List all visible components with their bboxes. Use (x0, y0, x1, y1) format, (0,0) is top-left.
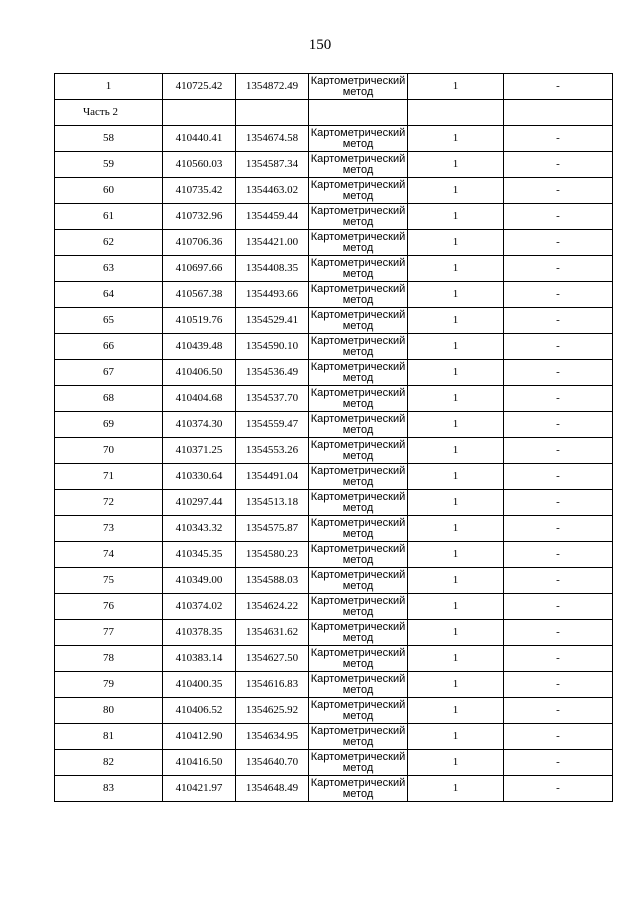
accuracy-cell: 1 (408, 568, 504, 594)
method-cell: Картометрический метод (309, 594, 408, 620)
accuracy-cell: 1 (408, 464, 504, 490)
y-coordinate-cell: 1354674.58 (236, 126, 309, 152)
x-coordinate-cell: 410406.52 (163, 698, 236, 724)
y-coordinate-cell: 1354648.49 (236, 776, 309, 802)
method-cell: Картометрический метод (309, 126, 408, 152)
point-number-cell: 71 (55, 464, 163, 490)
accuracy-cell: 1 (408, 282, 504, 308)
y-coordinate-cell: 1354872.49 (236, 74, 309, 100)
method-cell: Картометрический метод (309, 412, 408, 438)
y-coordinate-cell: 1354624.22 (236, 594, 309, 620)
y-coordinate-cell: 1354553.26 (236, 438, 309, 464)
table-row (55, 386, 613, 412)
x-coordinate-cell: 410519.76 (163, 308, 236, 334)
y-coordinate-cell: 1354408.35 (236, 256, 309, 282)
table-row (55, 412, 613, 438)
note-cell: - (504, 724, 613, 750)
table-row (55, 74, 613, 100)
table-row (55, 464, 613, 490)
point-number-cell: 82 (55, 750, 163, 776)
y-coordinate-cell: 1354491.04 (236, 464, 309, 490)
x-coordinate-cell: 410706.36 (163, 230, 236, 256)
x-coordinate-cell: 410297.44 (163, 490, 236, 516)
table-row (55, 230, 613, 256)
method-cell: Картометрический метод (309, 360, 408, 386)
table-row (55, 750, 613, 776)
note-cell: - (504, 438, 613, 464)
empty-cell (504, 100, 613, 126)
coordinates-table-body (55, 74, 613, 802)
note-cell: - (504, 490, 613, 516)
y-coordinate-cell: 1354493.66 (236, 282, 309, 308)
table-row (55, 438, 613, 464)
x-coordinate-cell: 410406.50 (163, 360, 236, 386)
accuracy-cell: 1 (408, 776, 504, 802)
method-cell: Картометрический метод (309, 464, 408, 490)
point-number-cell: 69 (55, 412, 163, 438)
method-cell: Картометрический метод (309, 204, 408, 230)
coordinates-table (54, 73, 613, 802)
method-cell: Картометрический метод (309, 724, 408, 750)
note-cell: - (504, 386, 613, 412)
note-cell: - (504, 750, 613, 776)
note-cell: - (504, 594, 613, 620)
table-row (55, 620, 613, 646)
note-cell: - (504, 360, 613, 386)
x-coordinate-cell: 410412.90 (163, 724, 236, 750)
method-cell: Картометрический метод (309, 776, 408, 802)
point-number-cell: 70 (55, 438, 163, 464)
x-coordinate-cell: 410440.41 (163, 126, 236, 152)
accuracy-cell: 1 (408, 672, 504, 698)
accuracy-cell: 1 (408, 750, 504, 776)
table-row (55, 698, 613, 724)
y-coordinate-cell: 1354588.03 (236, 568, 309, 594)
table-row (55, 776, 613, 802)
y-coordinate-cell: 1354575.87 (236, 516, 309, 542)
method-cell: Картометрический метод (309, 308, 408, 334)
note-cell: - (504, 542, 613, 568)
note-cell: - (504, 412, 613, 438)
point-number-cell: 72 (55, 490, 163, 516)
accuracy-cell: 1 (408, 256, 504, 282)
y-coordinate-cell: 1354459.44 (236, 204, 309, 230)
table-row (55, 672, 613, 698)
section-row (55, 100, 613, 126)
point-number-cell: 78 (55, 646, 163, 672)
point-number-cell: 60 (55, 178, 163, 204)
x-coordinate-cell: 410330.64 (163, 464, 236, 490)
x-coordinate-cell: 410421.97 (163, 776, 236, 802)
note-cell: - (504, 646, 613, 672)
empty-cell (236, 100, 309, 126)
x-coordinate-cell: 410378.35 (163, 620, 236, 646)
point-number-cell: 59 (55, 152, 163, 178)
accuracy-cell: 1 (408, 724, 504, 750)
table-row (55, 568, 613, 594)
x-coordinate-cell: 410371.25 (163, 438, 236, 464)
table-row (55, 490, 613, 516)
x-coordinate-cell: 410343.32 (163, 516, 236, 542)
note-cell: - (504, 152, 613, 178)
accuracy-cell: 1 (408, 542, 504, 568)
method-cell: Картометрический метод (309, 334, 408, 360)
accuracy-cell: 1 (408, 516, 504, 542)
y-coordinate-cell: 1354590.10 (236, 334, 309, 360)
y-coordinate-cell: 1354625.92 (236, 698, 309, 724)
method-cell: Картометрический метод (309, 178, 408, 204)
x-coordinate-cell: 410567.38 (163, 282, 236, 308)
method-cell: Картометрический метод (309, 568, 408, 594)
y-coordinate-cell: 1354421.00 (236, 230, 309, 256)
x-coordinate-cell: 410732.96 (163, 204, 236, 230)
page-number: 150 (308, 37, 332, 53)
note-cell: - (504, 256, 613, 282)
note-cell: - (504, 230, 613, 256)
note-cell: - (504, 516, 613, 542)
accuracy-cell: 1 (408, 438, 504, 464)
method-cell: Картометрический метод (309, 516, 408, 542)
x-coordinate-cell: 410383.14 (163, 646, 236, 672)
note-cell: - (504, 334, 613, 360)
method-cell: Картометрический метод (309, 646, 408, 672)
table-row (55, 126, 613, 152)
x-coordinate-cell: 410439.48 (163, 334, 236, 360)
x-coordinate-cell: 410374.02 (163, 594, 236, 620)
x-coordinate-cell: 410345.35 (163, 542, 236, 568)
accuracy-cell: 1 (408, 178, 504, 204)
empty-cell (408, 100, 504, 126)
point-number-cell: 63 (55, 256, 163, 282)
x-coordinate-cell: 410735.42 (163, 178, 236, 204)
point-number-cell: 58 (55, 126, 163, 152)
note-cell: - (504, 282, 613, 308)
note-cell: - (504, 672, 613, 698)
point-number-cell: 79 (55, 672, 163, 698)
accuracy-cell: 1 (408, 230, 504, 256)
accuracy-cell: 1 (408, 620, 504, 646)
empty-cell (309, 100, 408, 126)
note-cell: - (504, 620, 613, 646)
table-row (55, 594, 613, 620)
y-coordinate-cell: 1354587.34 (236, 152, 309, 178)
y-coordinate-cell: 1354536.49 (236, 360, 309, 386)
note-cell: - (504, 776, 613, 802)
note-cell: - (504, 126, 613, 152)
x-coordinate-cell: 410400.35 (163, 672, 236, 698)
point-number-cell: 75 (55, 568, 163, 594)
method-cell: Картометрический метод (309, 490, 408, 516)
point-number-cell: 66 (55, 334, 163, 360)
accuracy-cell: 1 (408, 308, 504, 334)
table-row (55, 646, 613, 672)
accuracy-cell: 1 (408, 360, 504, 386)
method-cell: Картометрический метод (309, 698, 408, 724)
point-number-cell: 80 (55, 698, 163, 724)
accuracy-cell: 1 (408, 386, 504, 412)
method-cell: Картометрический метод (309, 438, 408, 464)
method-cell: Картометрический метод (309, 750, 408, 776)
x-coordinate-cell: 410697.66 (163, 256, 236, 282)
table-row (55, 516, 613, 542)
note-cell: - (504, 568, 613, 594)
note-cell: - (504, 178, 613, 204)
x-coordinate-cell: 410560.03 (163, 152, 236, 178)
accuracy-cell: 1 (408, 152, 504, 178)
point-number-cell: 65 (55, 308, 163, 334)
method-cell: Картометрический метод (309, 230, 408, 256)
table-row (55, 152, 613, 178)
method-cell: Картометрический метод (309, 282, 408, 308)
table-row (55, 282, 613, 308)
y-coordinate-cell: 1354627.50 (236, 646, 309, 672)
table-row (55, 256, 613, 282)
point-number-cell: 68 (55, 386, 163, 412)
point-number-cell: 83 (55, 776, 163, 802)
point-number-cell: 74 (55, 542, 163, 568)
y-coordinate-cell: 1354580.23 (236, 542, 309, 568)
accuracy-cell: 1 (408, 74, 504, 100)
point-number-cell: 73 (55, 516, 163, 542)
point-number-cell: 76 (55, 594, 163, 620)
method-cell: Картометрический метод (309, 672, 408, 698)
method-cell: Картометрический метод (309, 152, 408, 178)
method-cell: Картометрический метод (309, 386, 408, 412)
note-cell: - (504, 308, 613, 334)
point-number-cell: 62 (55, 230, 163, 256)
y-coordinate-cell: 1354616.83 (236, 672, 309, 698)
accuracy-cell: 1 (408, 412, 504, 438)
empty-cell (163, 100, 236, 126)
accuracy-cell: 1 (408, 594, 504, 620)
accuracy-cell: 1 (408, 126, 504, 152)
table-row (55, 542, 613, 568)
accuracy-cell: 1 (408, 204, 504, 230)
x-coordinate-cell: 410725.42 (163, 74, 236, 100)
method-cell: Картометрический метод (309, 620, 408, 646)
section-label: Часть 2 (55, 100, 163, 126)
point-number-cell: 1 (55, 74, 163, 100)
method-cell: Картометрический метод (309, 542, 408, 568)
table-row (55, 360, 613, 386)
y-coordinate-cell: 1354463.02 (236, 178, 309, 204)
point-number-cell: 67 (55, 360, 163, 386)
point-number-cell: 77 (55, 620, 163, 646)
y-coordinate-cell: 1354513.18 (236, 490, 309, 516)
note-cell: - (504, 74, 613, 100)
y-coordinate-cell: 1354537.70 (236, 386, 309, 412)
y-coordinate-cell: 1354631.62 (236, 620, 309, 646)
point-number-cell: 61 (55, 204, 163, 230)
table-row (55, 334, 613, 360)
y-coordinate-cell: 1354529.41 (236, 308, 309, 334)
point-number-cell: 81 (55, 724, 163, 750)
y-coordinate-cell: 1354634.95 (236, 724, 309, 750)
x-coordinate-cell: 410349.00 (163, 568, 236, 594)
table-row (55, 724, 613, 750)
accuracy-cell: 1 (408, 646, 504, 672)
table-row (55, 178, 613, 204)
method-cell: Картометрический метод (309, 74, 408, 100)
y-coordinate-cell: 1354640.70 (236, 750, 309, 776)
note-cell: - (504, 204, 613, 230)
x-coordinate-cell: 410416.50 (163, 750, 236, 776)
y-coordinate-cell: 1354559.47 (236, 412, 309, 438)
accuracy-cell: 1 (408, 698, 504, 724)
method-cell: Картометрический метод (309, 256, 408, 282)
x-coordinate-cell: 410374.30 (163, 412, 236, 438)
accuracy-cell: 1 (408, 490, 504, 516)
x-coordinate-cell: 410404.68 (163, 386, 236, 412)
point-number-cell: 64 (55, 282, 163, 308)
accuracy-cell: 1 (408, 334, 504, 360)
table-row (55, 204, 613, 230)
table-row (55, 308, 613, 334)
note-cell: - (504, 464, 613, 490)
note-cell: - (504, 698, 613, 724)
